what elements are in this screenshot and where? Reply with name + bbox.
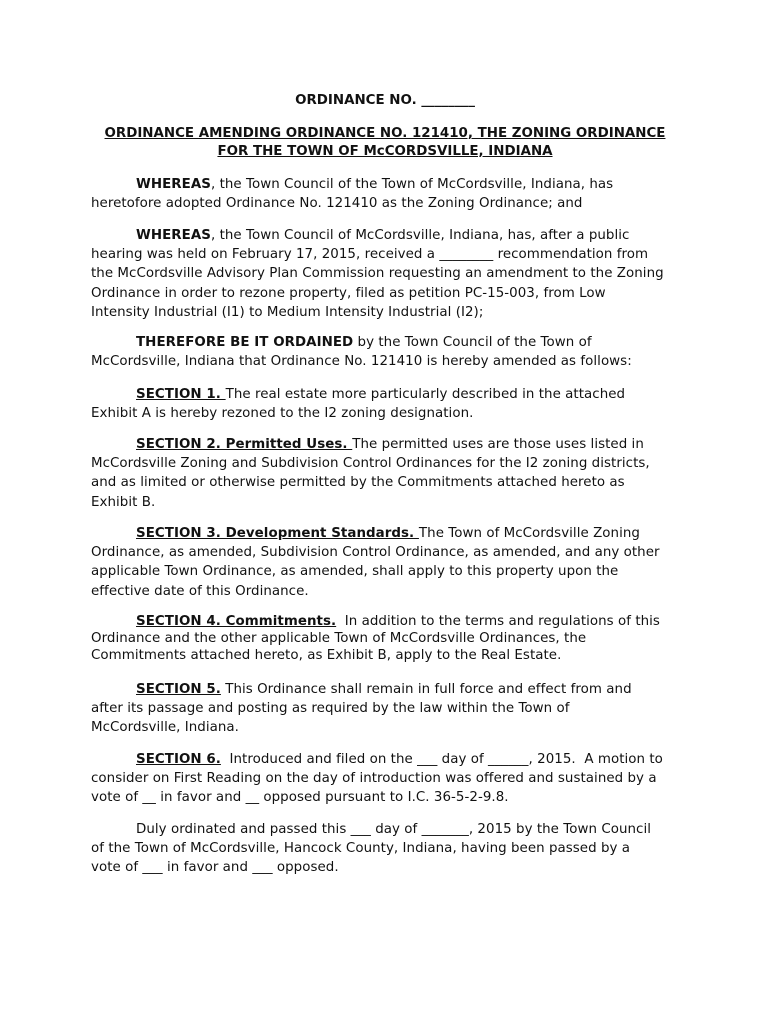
ordinance-title [0, 125, 770, 161]
section-6-paragraph: SECTION 6. Introduced and filed on the ___ day of ______, 2015. A motion to consider on First Reading on the day of introduction was offered and sustained by a vote of __ in favor and __ opposed pursuant to I.C. 36-5-2-9.8. [91, 752, 663, 806]
ordinance-number: ORDINANCE NO. ________ [295, 93, 475, 108]
section-1-heading: SECTION 1. [136, 387, 226, 402]
closing-paragraph: Duly ordinated and passed this ___ day of _______, 2015 by the Town Council of the Town of McCordsville, Hancock County, Indiana, having been passed by a vote of ___ in favor and ___ opposed. [91, 822, 651, 876]
whereas-lead: WHEREAS [136, 177, 211, 192]
section-4-paragraph: SECTION 4. Commitments. In addition to the terms and regulations of this Ordinance and the other applicable Town of McCordsville Ordinances, the Commitments attached hereto, as Exhibit B, apply to the Real Estate. [91, 614, 660, 663]
section-5-heading: SECTION 5. [136, 682, 221, 697]
therefore-lead: THEREFORE BE IT ORDAINED [136, 335, 354, 350]
whereas-paragraph-2: WHEREAS, the Town Council of McCordsville, Indiana, has, after a public hearing was held on February 17, 2015, received a ________ recommendation from the McCordsville Advisory Plan Commission requesting an amendment to the Zoning Ordinance in order to rezone property, filed as petition PC-15-003, from Low Intensity Industrial (I1) to Medium Intensity Industrial (I2); [91, 228, 664, 320]
section-4-heading: SECTION 4. Commitments. [136, 614, 337, 629]
therefore-paragraph: THEREFORE BE IT ORDAINED by the Town Council of the Town of McCordsville, Indiana that Ordinance No. 121410 is hereby amended as follows: [91, 335, 632, 370]
section-1-paragraph: SECTION 1. The real estate more particularly described in the attached Exhibit A is hereby rezoned to the I2 zoning designation. [91, 387, 626, 422]
section-2-heading: SECTION 2. Permitted Uses. [136, 437, 353, 452]
section-3-paragraph: SECTION 3. Development Standards. The Town of McCordsville Zoning Ordinance, as amended, Subdivision Control Ordinance, as amended, and any other applicable Town Ordinance, as amended, shall apply to this property upon the effective date of this Ordinance. [91, 526, 660, 599]
ordinance-title-line1: ORDINANCE AMENDING ORDINANCE NO. 121410, THE ZONING ORDINANCE [104, 126, 666, 141]
section-6-heading: SECTION 6. [136, 752, 221, 767]
ordinance-title-line2: FOR THE TOWN OF McCORDSVILLE, INDIANA [217, 144, 553, 159]
section-5-paragraph: SECTION 5. This Ordinance shall remain in full force and effect from and after its passage and posting as required by the law within the Town of McCordsville, Indiana. [91, 682, 632, 736]
whereas-paragraph-1: WHEREAS, the Town Council of the Town of McCordsville, Indiana, has heretofore adopted Ordinance No. 121410 as the Zoning Ordinance; and [91, 177, 614, 212]
section-2-paragraph: SECTION 2. Permitted Uses. The permitted uses are those uses listed in McCordsville Zoning and Subdivision Control Ordinances for the I2 zoning districts, and as limited or otherwise permitted by the Commitments attached hereto as Exhibit B. [91, 437, 650, 510]
section-3-heading: SECTION 3. Development Standards. [136, 526, 419, 541]
whereas-lead: WHEREAS [136, 228, 211, 243]
